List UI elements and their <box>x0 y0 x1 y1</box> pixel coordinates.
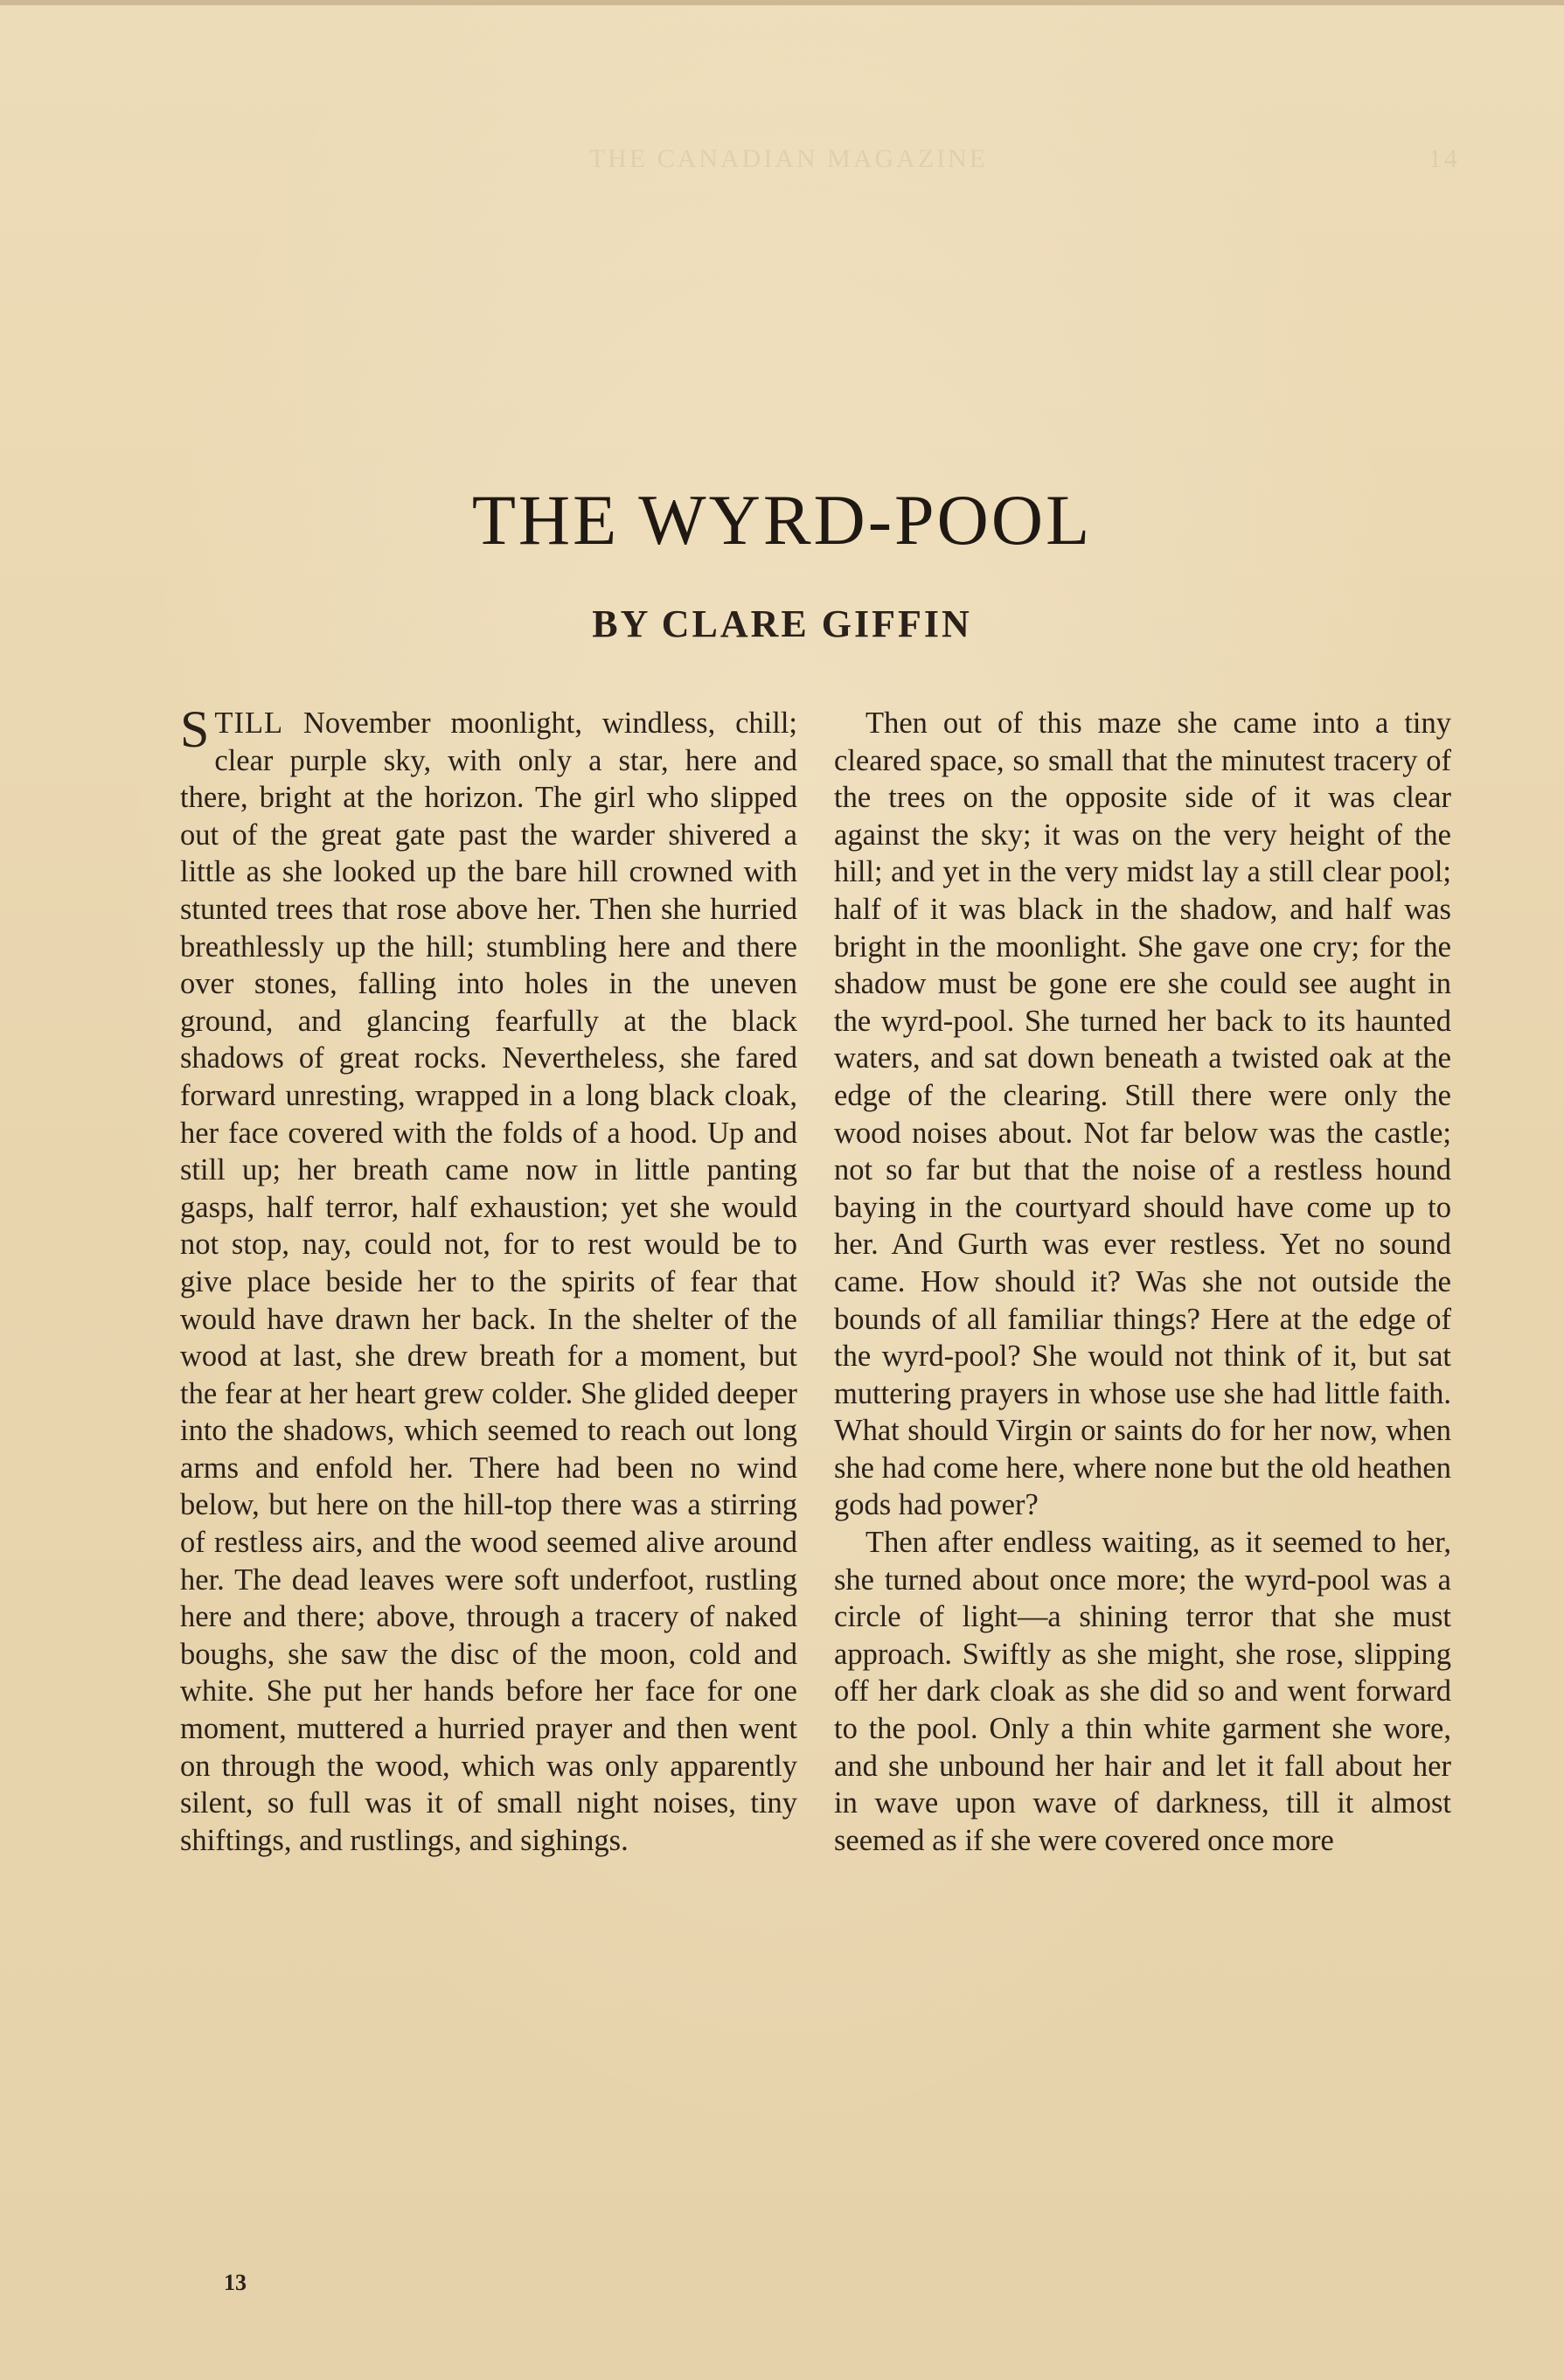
page-number: 13 <box>224 2270 247 2295</box>
opening-small-caps: TILL <box>214 706 284 740</box>
bleed-through-text <box>149 140 1460 758</box>
article-title: THE WYRD-POOL <box>471 480 1093 560</box>
bleed-folio: 14 <box>1428 144 1460 173</box>
article-byline: BY CLARE GIFFIN <box>592 602 972 645</box>
opening-paragraph <box>180 700 797 1859</box>
bleed-running-head: THE CANADIAN MAGAZINE <box>588 144 989 173</box>
paragraph-2: Then out of this maze she came into a tiny cleared space, so small that the minutest tracery of the trees on the opposite side of it was clear against the sky; it was on the very height of the hill; and yet in the very midst lay a still clear pool; half of it was black in the shadow, and half was bright in the moonlight. She gave one cry; for the shadow must be gone ere she could see aught in the wyrd-pool. She turned her back to its haunted waters, and sat down beneath a twisted oak at the edge of the clearing. Still there were only the wood noises about. Not far below was the castle; not so far but that the noise of a restless hound baying in the courtyard should have come up to her. And Gurth was ever restless. Yet no sound came. How should it? Was she not outside the bounds of all familiar things? Here at the edge of the wyrd-pool? She would not think of it, but sat muttering prayers in whose use she had little faith. What should Virgin or saints do for her now, when she had come here, where none but the old heathen gods had power? <box>834 706 1451 1522</box>
right-column <box>834 705 1451 1859</box>
drop-cap: S <box>180 700 210 758</box>
page-top-edge <box>0 0 1564 5</box>
opening-paragraph-text: November moonlight, windless, chill; clear purple sky, with only a star, here and there, bright at the horizon. The girl who slipped out of the great gate past the warder shivered a little as she looked up the bare hill crowned with stunted trees that rose above her. Then she hurried breathlessly up the hill; stumbling here and there over stones, falling into holes in the uneven ground, and glancing fearfully at the black shadows of great rocks. Nevertheless, she fared forward unresting, wrapped in a long black cloak, her face covered with the folds of a hood. Up and still up; her breath came now in little panting gasps, half terror, half exhaustion; yet she would not stop, nay, could not, for to rest would be to give place beside her to the spirits of fear that would have drawn her back. In the shelter of the wood at last, she drew breath for a moment, but the fear at her heart grew colder. She glided deeper into the shadows, which seemed to reach out long arms and enfold her. There had been no wind below, but here on the hill-top there was a stirring of restless airs, and the wood seemed alive around her. The dead leaves were soft underfoot, rustling here and there; above, through a tracery of naked boughs, she saw the disc of the moon, cold and white. She put her hands before her face for one moment, muttered a hurried prayer and then went on through the wood, which was only apparently silent, so full was it of small night noises, tiny shiftings, and rustlings, and sighings. <box>180 706 797 1857</box>
paragraph-3: Then after endless waiting, as it seemed to her, she turned about once more; the wyrd-pool was a circle of light—a shining terror that she must approach. Swiftly as she might, she rose, slipping off her dark cloak as she did so and went forward to the pool. Only a thin white garment she wore, and she unbound her hair and let it fall about her in wave upon wave of darkness, till it almost seemed as if she were covered once more <box>834 1526 1451 1857</box>
left-column <box>180 700 797 1859</box>
